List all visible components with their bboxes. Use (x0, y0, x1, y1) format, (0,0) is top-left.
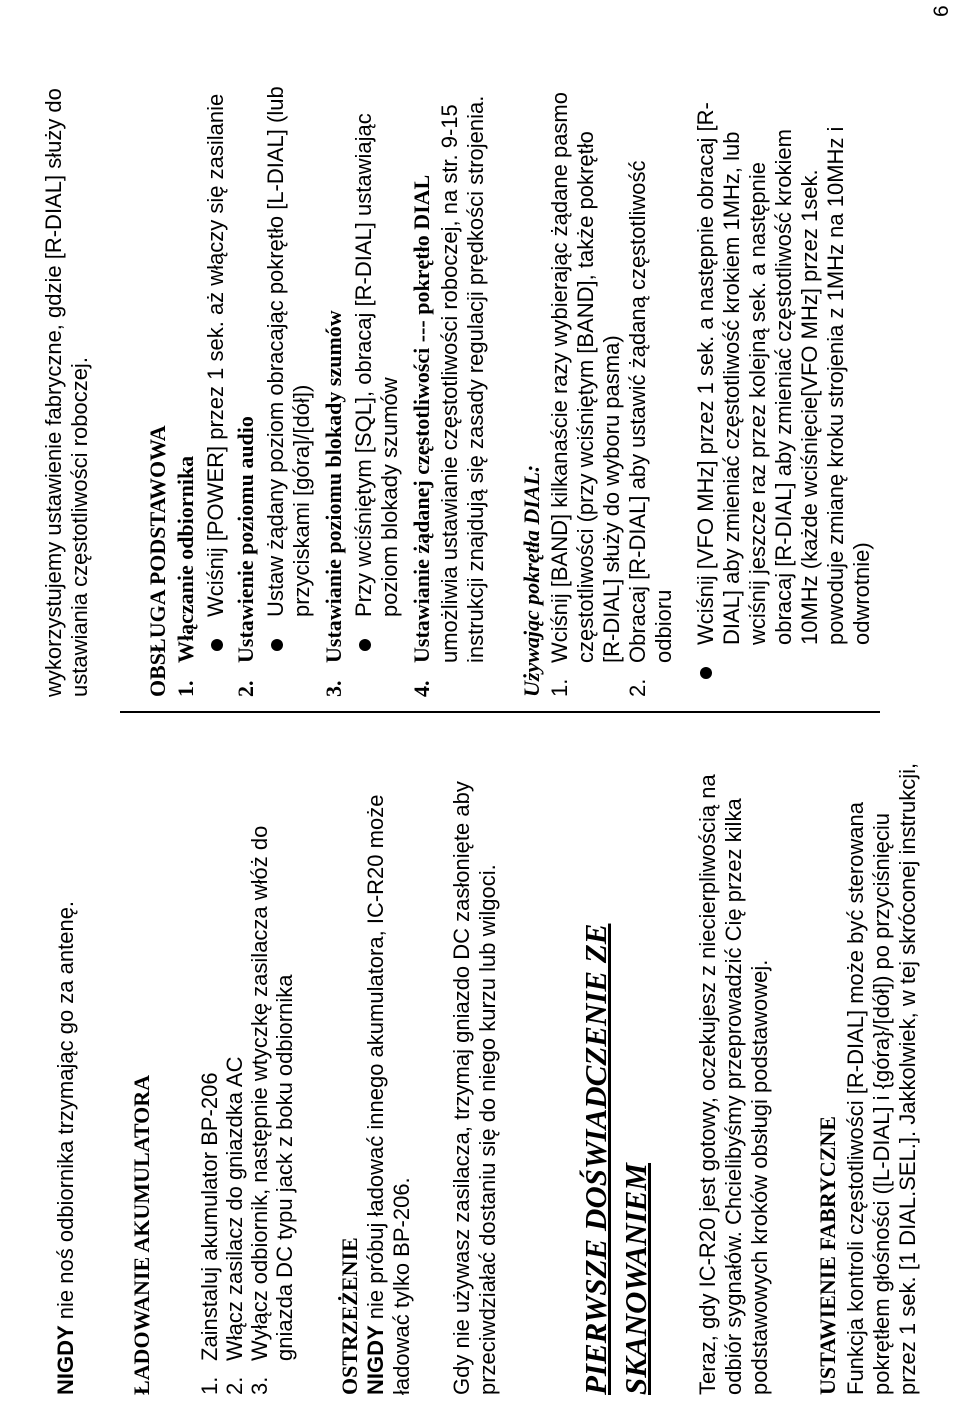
step-3-bullet-line-2: poziom blokady szumów (377, 377, 402, 617)
step-4-line-2: instrukcji znajdują się zasady regulacji prędkości strojenia. (463, 95, 488, 663)
factory-cont-line-2: ustawiania częstotliwości roboczej. (67, 357, 92, 697)
dial-step-2-line-1: Obracaj [R-DIAL] aby ustawić żądaną częstotliwość (625, 160, 650, 663)
step-2-num: 2. (233, 680, 258, 697)
page-number: 6 (930, 5, 953, 17)
charging-step-2: 2. (222, 1376, 247, 1395)
dc-note-line-2: przeciwdziałać dostaniu się do niego kurzu lub wilgoci. (475, 864, 500, 1395)
charging-step-1: 1. (197, 1376, 222, 1395)
dc-note-line-1: Gdy nie używasz zasilacza, trzymaj gniazdo DC zasłonięte aby (449, 781, 474, 1395)
using-dial-heading: Używając pokrętła DIAL: (519, 464, 544, 697)
bullet-icon (700, 667, 712, 679)
dial-step-1-num: 1. (547, 678, 572, 697)
intro-line-3: podstawowych kroków obsługi podstawowej. (747, 959, 772, 1395)
warning-heading: OSTRZEŻENIE (337, 1237, 362, 1395)
factory-line-3: przez 1 sek. [1 DIAL.SEL.]. Jakkolwiek, w tej skróconej instrukcji, (895, 762, 920, 1395)
factory-line-2: pokrętłem głośności ([L-DIAL] i {góra}/[dół]) po przyciśnięciu (869, 812, 894, 1395)
step-4-line-1: umożliwia ustawianie częstotliwości roboczej, na str. 9-15 (437, 104, 462, 663)
dial-step-1-line-1: Wciśnij [BAND] kilkanaście razy wybierając żądane pasmo (547, 92, 572, 663)
vfo-line-5: 10MHz (każde wciśnięcie[VFO MHz] przez 1sek. (797, 169, 822, 645)
charging-step-3-cont: gniazda DC typu jack z boku odbiornika (272, 974, 297, 1361)
dial-step-1-line-2: częstotliwości (przy wciśniętym [BAND], także pokrętło (573, 131, 598, 663)
step-2-bullet-line-2: przyciskami [góra]/[dół]) (289, 384, 314, 617)
charging-step-2-text: Włącz zasilacz do gniazdka AC (222, 1056, 247, 1361)
step-2-bullet-line-1: Ustaw żądany poziom obracając pokrętło [L-DIAL] (lub (263, 86, 288, 617)
first-scanning-heading-2: SKANOWANIEM (618, 1162, 653, 1395)
factory-heading: USTAWIENIE FABRYCZNE (815, 1116, 840, 1395)
step-3-num: 3. (321, 680, 346, 697)
vfo-line-3: wciśnij jeszcze raz przez kolejną sek. a następnie (745, 161, 770, 645)
antenna-warning: NIGDY nie noś odbiornika trzymając go za antenę. (53, 900, 78, 1395)
bullet-icon (271, 639, 283, 651)
step-2-title: Ustawienie poziomu audio (233, 416, 258, 663)
intro-line-1: Teraz, gdy IC-R20 jest gotowy, oczekujesz z niecierpliwością na (695, 774, 720, 1395)
intro-line-2: odbiór sygnałów. Chcielibyśmy przeprowadzić Cię przez kilka (721, 798, 746, 1395)
vfo-line-7: odwrotnie) (849, 542, 874, 645)
right-column (0, 7, 960, 697)
charging-step-3: 3. (247, 1376, 272, 1395)
dial-step-1-line-3: [R-DIAL] służy do wyboru pasma) (599, 335, 624, 663)
dial-step-2-num: 2. (625, 678, 650, 697)
charging-heading: ŁADOWANIE AKUMULATORA (129, 1074, 154, 1395)
factory-cont-line-1: wykorzystujemy ustawienie fabryczne, gdzie [R-DIAL] służy do (41, 88, 66, 697)
step-4-num: 4. (409, 680, 434, 697)
charging-step-1-text: Zainstaluj akumulator BP-206 (197, 1072, 222, 1361)
bullet-icon (359, 639, 371, 651)
bullet-icon (211, 639, 223, 651)
vfo-line-1: Wciśnij [VFO MHz] przez 1 sek. a następnie obracaj [R- (693, 102, 718, 645)
factory-line-1: Funkcja kontroli częstotliwości [R-DIAL] może być sterowana (843, 802, 868, 1395)
warning-line-2: ładować tylko BP-206. (389, 1177, 414, 1395)
vfo-line-2: DIAL] aby zmieniać częstotliwość krokiem 1MHz, lub (719, 131, 744, 645)
dial-step-2-line-2: odbioru (651, 589, 676, 663)
step-1-num: 1. (173, 680, 198, 697)
step-1-title: Włączanie odbiornika (173, 455, 198, 663)
warning-line-1: NIGDY nie próbuj ładować innego akumulatora, IC-R20 może (363, 794, 388, 1395)
step-1-bullet: Wciśnij [POWER] przez 1 sek. aż włączy się zasilanie (203, 93, 228, 617)
step-3-bullet-line-1: Przy wciśniętym [SQL], obracaj [R-DIAL] ustawiając (351, 113, 376, 617)
step-4-title: Ustawianie żądanej częstotliwości --- pokrętło DIAL (409, 174, 434, 663)
column-divider (120, 711, 880, 713)
vfo-line-6: powoduje zmianę kroku strojenia z 1MHz na 10MHz i (823, 126, 848, 645)
first-scanning-heading-1: PIERWSZE DOŚWIADCZENIE ZE (578, 923, 613, 1395)
basic-operation-heading: OBSŁUGA PODSTAWOWA (145, 425, 170, 697)
left-column (0, 705, 960, 1395)
step-3-title: Ustawianie poziomu blokady szumów (321, 310, 346, 663)
charging-step-3-text: Wyłącz odbiornik, następnie wtyczkę zasilacza włóż do (247, 825, 272, 1361)
vfo-line-4: obracaj [R-DIAL] aby zmieniać częstotliwość krokiem (771, 129, 796, 645)
